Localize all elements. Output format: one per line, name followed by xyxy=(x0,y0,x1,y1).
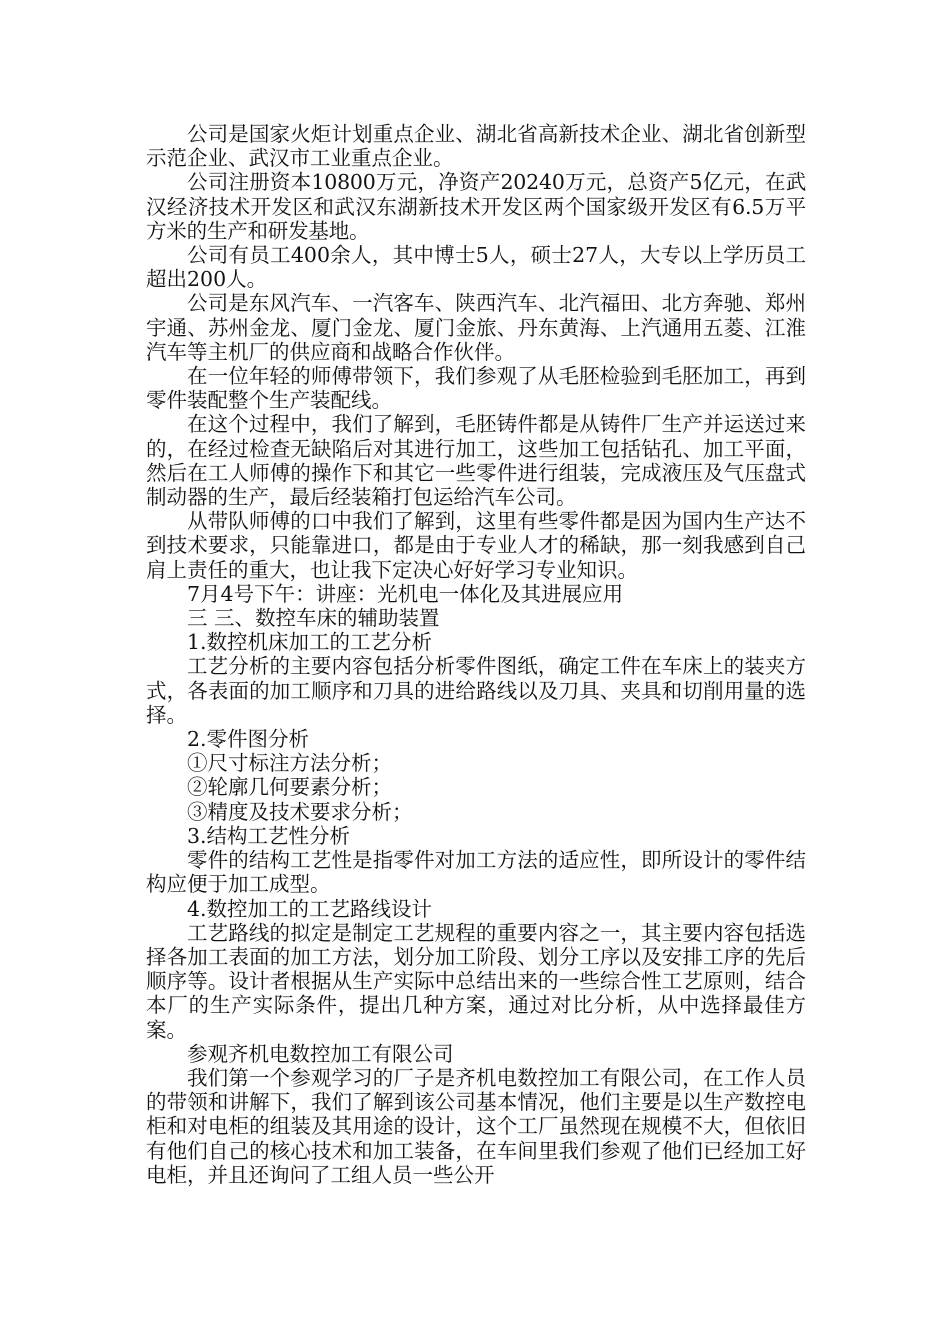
subheading-process-analysis: 1.数控机床加工的工艺分析 xyxy=(187,630,433,655)
section-heading-auxiliary-devices: 三 三、数控车床的辅助装置 xyxy=(187,606,440,631)
paragraph-lecture-heading: 7月4号下午：讲座：光机电一体化及其进展应用 xyxy=(187,581,624,606)
paragraph-process-details: 在这个过程中，我们了解到，毛胚铸件都是从铸件厂生产并运送过来的，在经过检查无缺陷后对其进行加工，这些加工包括钻孔、加工平面，然后在工人师傅的操作下和其它一些零件进行组装，完成液压及气压盘式制动器的生产，最后经装箱打包运给汽车公司。 xyxy=(146,412,806,510)
subheading-part-drawing: 2.零件图分析 xyxy=(187,727,310,752)
paragraph-visit-production-line: 在一位年轻的师傅带领下，我们参观了从毛胚检验到毛胚加工，再到零件装配整个生产装配线。 xyxy=(146,364,806,413)
paragraph-company-partners: 公司是东风汽车、一汽客车、陕西汽车、北汽福田、北方奔驰、郑州宇通、苏州金龙、厦门金龙、厦门金旅、丹东黄海、上汽通用五菱、江淮汽车等主机厂的供应商和战略合作伙伴。 xyxy=(146,291,806,364)
list-item-dimension: ①尺寸标注方法分析； xyxy=(187,751,392,776)
paragraph-process-analysis: 工艺分析的主要内容包括分析零件图纸，确定工件在车床上的装夹方式，各表面的加工顺序和刀具的进给路线以及刀具、夹具和切削用量的选择。 xyxy=(146,654,806,727)
subheading-company-visit: 参观齐机电数控加工有限公司 xyxy=(187,1041,454,1066)
document-page xyxy=(146,122,806,1187)
paragraph-structural: 零件的结构工艺性是指零件对加工方法的适应性，即所设计的零件结构应便于加工成型。 xyxy=(146,848,806,897)
subheading-route-design: 4.数控加工的工艺路线设计 xyxy=(187,896,433,921)
paragraph-reflection: 从带队师傅的口中我们了解到，这里有些零件都是因为国内生产达不到技术要求，只能靠进口，都是由于专业人才的稀缺，那一刻我感到自己肩上责任的重大，也让我下定决心好好学习专业知识。 xyxy=(146,509,806,582)
paragraph-company-visit: 我们第一个参观学习的厂子是齐机电数控加工有限公司，在工作人员的带领和讲解下，我们了解到该公司基本情况，他们主要是以生产数控电柜和对电柜的组装及其用途的设计，这个工厂虽然现在规模不大，但依旧有他们自己的核心技术和加工装备，在车间里我们参观了他们已经加工好电柜，并且还询问了工组人员一些公开 xyxy=(146,1065,806,1187)
subheading-structural: 3.结构工艺性分析 xyxy=(187,823,351,848)
paragraph-route-design: 工艺路线的拟定是制定工艺规程的重要内容之一，其主要内容包括选择各加工表面的加工方法，划分加工阶段、划分工序以及安排工序的先后顺序等。设计者根据从生产实际中总结出来的一些综合性工艺原则，结合本厂的生产实际条件，提出几种方案，通过对比分析，从中选择最佳方案。 xyxy=(146,920,806,1042)
paragraph-company-staff: 公司有员工400余人，其中博士5人，硕士27人，大专以上学历员工超出200人。 xyxy=(146,243,806,292)
paragraph-company-capital: 公司注册资本10800万元，净资产20240万元，总资产5亿元，在武汉经济技术开发区和武汉东湖新技术开发区两个国家级开发区有6.5万平方米的生产和研发基地。 xyxy=(146,170,806,243)
list-item-contour: ②轮廓几何要素分析； xyxy=(187,775,392,800)
paragraph-company-honors: 公司是国家火炬计划重点企业、湖北省高新技术企业、湖北省创新型示范企业、武汉市工业重点企业。 xyxy=(146,122,806,171)
list-item-precision: ③精度及技术要求分析； xyxy=(187,799,413,824)
